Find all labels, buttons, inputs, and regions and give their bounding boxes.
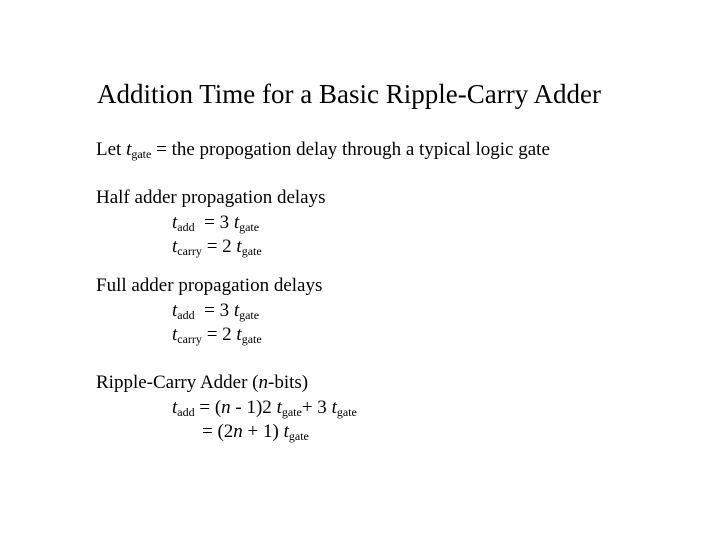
carry-subscript: carry [177,244,202,258]
equation-text: + 1) [242,421,284,442]
t-symbol: t [172,397,178,418]
definition-text: = the propogation delay through a typical logic gate [151,139,550,160]
equation-text: = 2 [201,324,237,345]
equation-text: = ( [194,397,222,418]
t-symbol: t [172,324,178,345]
add-subscript: add [177,405,195,419]
full-adder-add-equation [172,300,259,322]
t-symbol: t [236,324,242,345]
equation-text: + 3 [301,397,332,418]
t-symbol: t [236,236,242,257]
definition-line [96,139,550,161]
slide-title: Addition Time for a Basic Ripple-Carry Adder [97,79,601,109]
half-adder-carry-equation [172,236,262,258]
n-symbol: n [233,421,243,442]
equation-text: = 3 [194,212,234,233]
full-adder-heading: Full adder propagation delays [96,275,323,296]
carry-subscript: carry [177,332,202,346]
equation-text: = 3 [194,300,234,321]
heading-text: -bits) [268,372,309,393]
n-symbol: n [258,372,269,393]
gate-subscript: gate [336,405,357,419]
equation-text: - 1)2 [230,397,277,418]
ripple-add-equation [172,397,357,419]
t-symbol: t [172,300,178,321]
let-word: Let [96,139,122,160]
gate-subscript: gate [239,220,260,234]
gate-subscript: gate [241,332,262,346]
gate-subscript: gate [288,429,309,443]
n-symbol: n [221,397,231,418]
t-symbol: t [233,300,240,321]
t-symbol: t [172,236,178,257]
t-symbol: t [126,139,132,160]
half-adder-add-equation [172,212,259,234]
t-symbol: t [233,212,240,233]
gate-subscript: gate [239,308,260,322]
half-adder-heading: Half adder propagation delays [96,187,326,208]
gate-subscript: gate [131,147,152,161]
add-subscript: add [177,220,195,234]
full-adder-carry-equation [172,324,262,346]
t-symbol: t [276,397,282,418]
t-symbol: t [172,212,178,233]
t-symbol: t [331,397,337,418]
equation-text: = 2 [201,236,237,257]
gate-subscript: gate [241,244,262,258]
equation-text: = (2 [202,421,234,442]
ripple-simplified-equation [202,421,309,443]
add-subscript: add [177,308,195,322]
gate-subscript: gate [281,405,302,419]
t-symbol: t [283,421,289,442]
heading-text: Ripple-Carry Adder ( [96,372,259,393]
ripple-carry-heading [96,372,308,394]
